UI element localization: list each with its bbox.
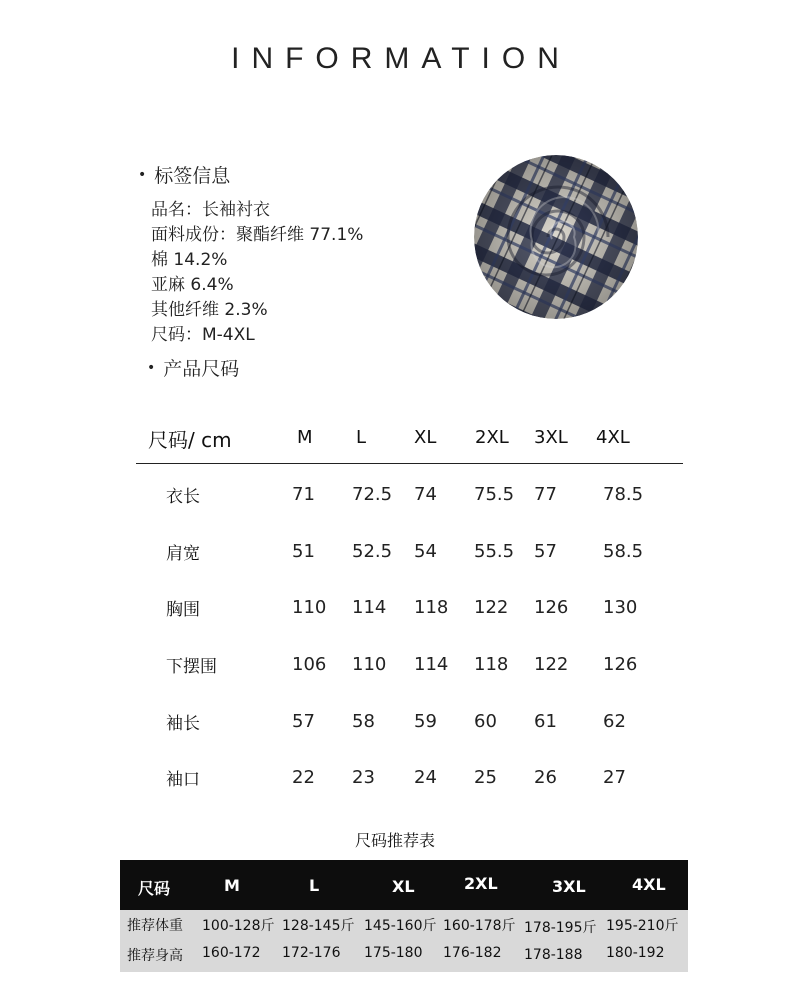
size-cell: 74 [414, 484, 437, 505]
size-cell: 78.5 [603, 484, 644, 505]
recommend-table-title: 尺码推荐表 [354, 831, 435, 850]
recommend-cell: 178-195斤 [524, 920, 597, 936]
size-cell: 71 [292, 484, 315, 505]
recommend-cell: 160-172 [202, 945, 261, 961]
size-cell: 58 [352, 711, 375, 732]
size-row-label-sleeve: 袖长 [166, 714, 200, 734]
size-table-divider [136, 463, 683, 464]
recommend-col-m: M [224, 876, 240, 895]
size-cell: 130 [603, 597, 638, 618]
size-cell: 24 [414, 767, 437, 788]
recommend-col-l: L [309, 876, 320, 895]
size-cell: 118 [474, 654, 509, 675]
size-row-label-chest: 胸围 [166, 600, 200, 620]
size-cell: 27 [603, 767, 626, 788]
bullet-icon: • [138, 167, 147, 183]
recommend-table-body [120, 910, 688, 972]
size-col-3xl: 3XL [534, 427, 568, 448]
info-line-size-range: 尺码：M-4XL [151, 325, 255, 345]
recommend-cell: 178-188 [524, 947, 583, 963]
size-cell: 126 [534, 597, 569, 618]
size-cell: 54 [414, 541, 437, 562]
product-size-heading-text: 产品尺码 [163, 358, 240, 380]
recommend-cell: 128-145斤 [282, 918, 355, 934]
bullet-icon: • [147, 360, 156, 376]
size-cell: 61 [534, 711, 557, 732]
size-col-m: M [297, 427, 313, 448]
info-line-product-name: 品名：长袖衬衣 [151, 200, 270, 220]
recommend-header-label: 尺码 [138, 879, 171, 898]
info-line-linen: 亚麻 6.4% [151, 275, 234, 295]
size-col-xl: XL [414, 427, 437, 448]
size-cell: 62 [603, 711, 626, 732]
size-cell: 57 [534, 541, 557, 562]
recommend-col-3xl: 3XL [552, 877, 586, 896]
size-row-label-shoulder: 肩宽 [166, 544, 200, 564]
size-cell: 110 [292, 597, 327, 618]
recommend-col-2xl: 2XL [464, 874, 498, 893]
size-cell: 77 [534, 484, 557, 505]
recommend-cell: 160-178斤 [443, 918, 516, 934]
recommend-cell: 180-192 [606, 945, 665, 961]
recommend-cell: 176-182 [443, 945, 502, 961]
recommend-cell: 172-176 [282, 945, 341, 961]
size-row-label-cuff: 袖口 [166, 770, 200, 790]
recommend-table-header [120, 860, 688, 910]
size-cell: 57 [292, 711, 315, 732]
info-line-other-fiber: 其他纤维 2.3% [151, 300, 268, 320]
size-cell: 126 [603, 654, 638, 675]
info-line-fabric: 面料成份：聚酯纤维 77.1% [151, 225, 364, 245]
recommend-cell: 175-180 [364, 945, 423, 961]
recommend-row-label-height: 推荐身高 [127, 948, 183, 964]
size-cell: 22 [292, 767, 315, 788]
size-cell: 25 [474, 767, 497, 788]
size-col-4xl: 4XL [596, 427, 630, 448]
size-cell: 110 [352, 654, 387, 675]
size-cell: 58.5 [603, 541, 644, 562]
fabric-swatch-image [474, 155, 638, 319]
tag-info-list [151, 198, 363, 348]
recommend-table [120, 860, 688, 972]
page-title: INFORMATION [231, 42, 571, 75]
size-cell: 51 [292, 541, 315, 562]
size-cell: 122 [534, 654, 569, 675]
size-cell: 114 [414, 654, 449, 675]
recommend-cell: 145-160斤 [364, 918, 437, 934]
tag-info-heading [138, 161, 230, 188]
recommend-row-label-weight: 推荐体重 [127, 918, 183, 934]
size-cell: 106 [292, 654, 327, 675]
size-cell: 26 [534, 767, 557, 788]
size-col-2xl: 2XL [475, 427, 509, 448]
recommend-cell: 100-128斤 [202, 918, 275, 934]
size-cell: 72.5 [352, 484, 393, 505]
size-cell: 118 [414, 597, 449, 618]
recommend-col-4xl: 4XL [632, 875, 666, 894]
recommend-col-xl: XL [392, 877, 415, 896]
info-line-cotton: 棉 14.2% [151, 250, 228, 270]
size-row-label-length: 衣长 [166, 487, 200, 507]
size-col-l: L [356, 427, 367, 448]
size-cell: 55.5 [474, 541, 515, 562]
size-table-header-label: 尺码/ cm [148, 428, 232, 452]
size-cell: 60 [474, 711, 497, 732]
recommend-cell: 195-210斤 [606, 918, 679, 934]
size-cell: 114 [352, 597, 387, 618]
size-row-label-hem: 下摆围 [166, 657, 217, 677]
product-size-heading [147, 354, 239, 381]
tag-info-heading-text: 标签信息 [154, 165, 231, 187]
size-cell: 59 [414, 711, 437, 732]
size-cell: 23 [352, 767, 375, 788]
size-cell: 122 [474, 597, 509, 618]
size-cell: 75.5 [474, 484, 515, 505]
size-cell: 52.5 [352, 541, 393, 562]
